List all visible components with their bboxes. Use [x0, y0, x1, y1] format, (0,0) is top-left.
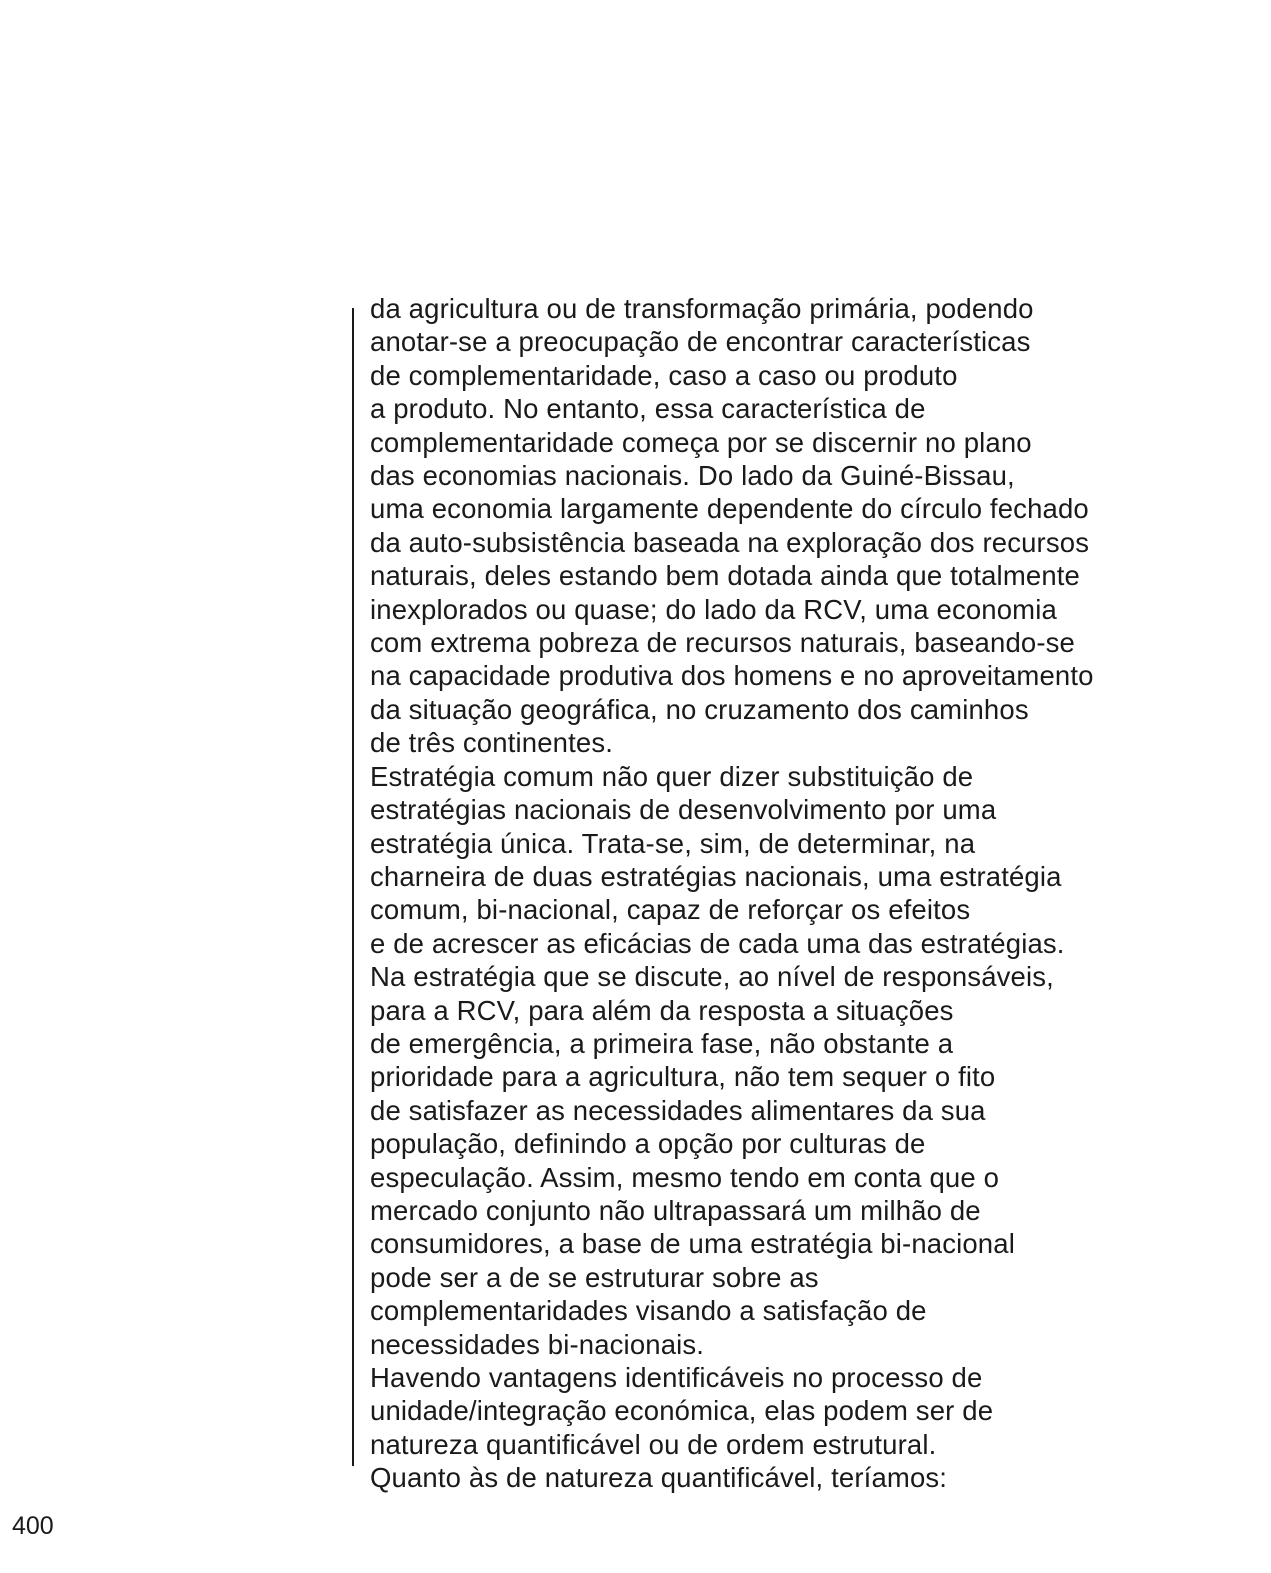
text-line: charneira de duas estratégias nacionais, uma estratégia: [370, 860, 1062, 892]
text-line: de satisfazer as necessidades alimentares da sua: [370, 1094, 986, 1126]
text-line: complementaridade começa por se discernir no plano: [370, 426, 1032, 458]
text-line: Estratégia comum não quer dizer substituição de: [370, 760, 974, 792]
text-line: de complementaridade, caso a caso ou produto: [370, 359, 958, 391]
text-line: com extrema pobreza de recursos naturais, baseando-se: [370, 627, 1075, 659]
text-line: Havendo vantagens identificáveis no processo de: [370, 1362, 983, 1393]
text-line: da agricultura ou de transformação primária, podendo: [370, 293, 1034, 324]
text-line: Na estratégia que se discute, ao nível de responsáveis,: [370, 961, 1054, 993]
text-line: da auto-subsistência baseada na exploração dos recursos: [370, 526, 1090, 558]
text-line: comum, bi-nacional, capaz de reforçar os efeitos: [370, 894, 971, 926]
page-number: 400: [12, 1512, 54, 1540]
text-line: anotar-se a preocupação de encontrar características: [370, 326, 1031, 358]
text-line: e de acrescer as eficácias de cada uma das estratégias.: [370, 927, 1065, 959]
text-line: naturais, deles estando bem dotada ainda que totalmente: [370, 560, 1080, 592]
text-line: pode ser a de se estruturar sobre as: [370, 1261, 819, 1293]
text-line: estratégias nacionais de desenvolvimento por uma: [370, 794, 997, 826]
text-line: na capacidade produtiva dos homens e no aproveitamento: [370, 660, 1094, 692]
text-line: uma economia largamente dependente do círculo fechado: [370, 493, 1089, 525]
margin-rule: [352, 308, 354, 1466]
text-line: mercado conjunto não ultrapassará um milhão de: [370, 1194, 981, 1226]
text-line: Quanto às de natureza quantificável, teríamos:: [370, 1462, 948, 1494]
body-text: [370, 292, 1250, 1495]
text-line: complementaridades visando a satisfação de: [370, 1295, 927, 1327]
text-line: para a RCV, para além da resposta a situações: [370, 994, 954, 1026]
text-line: estratégia única. Trata-se, sim, de determinar, na: [370, 827, 976, 859]
text-line: população, definindo a opção por culturas de: [370, 1128, 926, 1160]
text-line: prioridade para a agricultura, não tem sequer o fito: [370, 1061, 996, 1093]
text-line: da situação geográfica, no cruzamento dos caminhos: [370, 693, 1029, 725]
text-line: consumidores, a base de uma estratégia bi-nacional: [370, 1228, 1015, 1260]
text-line: especulação. Assim, mesmo tendo em conta que o: [370, 1161, 1000, 1193]
text-line: unidade/integração económica, elas podem ser de: [370, 1395, 994, 1427]
text-line: natureza quantificável ou de ordem estrutural.: [370, 1428, 937, 1460]
text-line: das economias nacionais. Do lado da Guiné-Bissau,: [370, 460, 1015, 492]
text-line: de emergência, a primeira fase, não obstante a: [370, 1027, 954, 1059]
text-line: inexplorados ou quase; do lado da RCV, uma economia: [370, 593, 1057, 625]
text-line: de três continentes.: [370, 727, 614, 759]
text-line: necessidades bi-nacionais.: [370, 1328, 705, 1360]
text-line: a produto. No entanto, essa característica de: [370, 393, 926, 425]
